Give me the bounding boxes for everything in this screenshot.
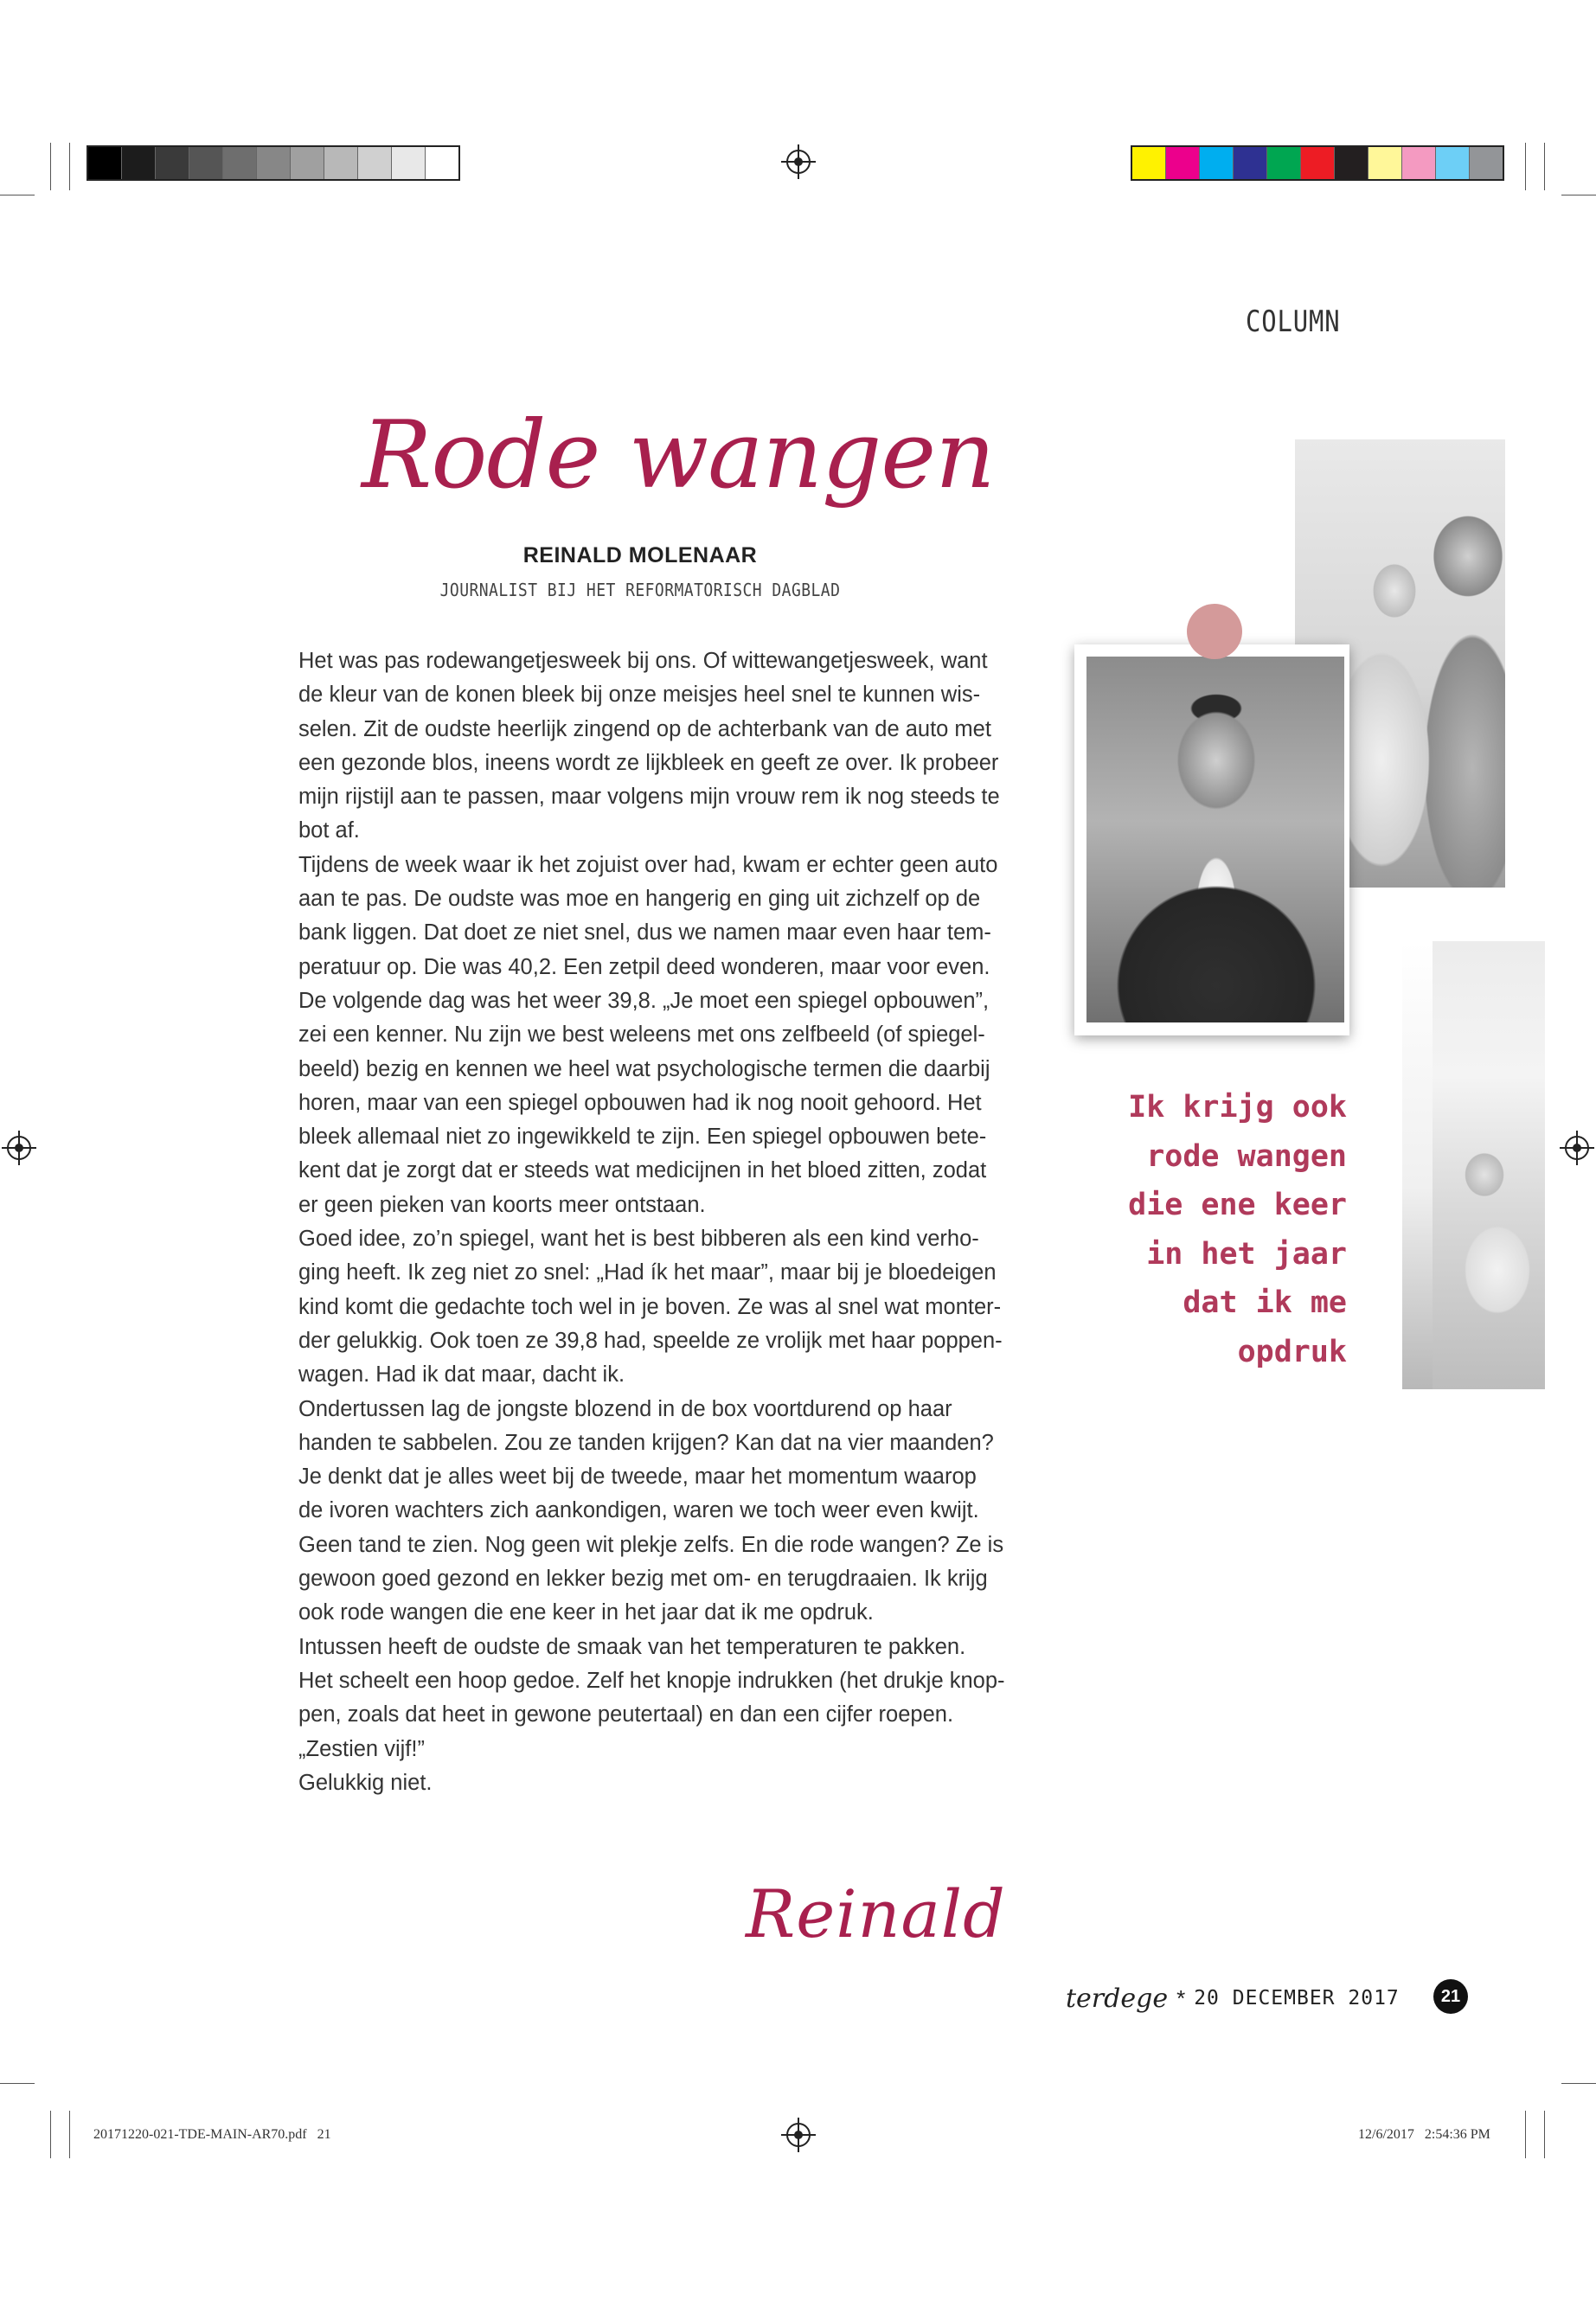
author-name: REINALD MOLENAAR	[522, 543, 758, 567]
issue-date: 20 DECEMBER 2017	[1194, 1987, 1400, 2009]
body-line: ook rode wangen die ene keer in het jaar dat ik me opdruk.	[298, 1600, 874, 1625]
body-line: ging heeft. Ik zeg niet zo snel: „Had ík het maar”, maar bij je bloedeigen	[298, 1260, 997, 1285]
decorative-dot	[1187, 604, 1242, 659]
color-swatch	[426, 147, 458, 179]
body-line: een gezonde blos, ineens wordt ze lijkbleek en geeft ze over. Ik probeer	[298, 750, 999, 775]
color-swatch	[291, 147, 324, 179]
body-line: selen. Zit de oudste heerlijk zingend op de achterbank van de auto met	[298, 716, 991, 741]
body-line: der gelukkig. Ook toen ze 39,8 had, speelde ze vrolijk met haar poppen-	[298, 1328, 1003, 1353]
pull-quote	[1077, 1083, 1347, 1376]
print-slug-timestamp: 12/6/2017 2:54:36 PM	[1358, 2127, 1490, 2142]
body-line: Intussen heeft de oudste de smaak van het temperaturen te pakken.	[298, 1634, 966, 1659]
body-line: peratuur op. Die was 40,2. Een zetpil deed wonderen, maar voor even.	[298, 954, 990, 979]
crop-mark	[50, 143, 51, 190]
body-line: er geen pieken van koorts meer ontstaan.	[298, 1192, 706, 1217]
body-line: de kleur van de konen bleek bij onze meisjes heel snel te kunnen wis-	[298, 683, 981, 708]
body-line: bot af.	[298, 818, 360, 843]
crop-mark	[1561, 2083, 1596, 2084]
color-swatch	[156, 147, 189, 179]
color-swatch	[1166, 147, 1200, 179]
color-swatch	[1368, 147, 1402, 179]
body-line: De volgende dag was het weer 39,8. „Je moet een spiegel opbouwen”,	[298, 988, 990, 1013]
photo-toddler-sitting	[1402, 941, 1545, 1389]
body-line: Het scheelt een hoop gedoe. Zelf het knopje indrukken (het drukje knop-	[298, 1668, 1005, 1693]
section-label: COLUMN	[1246, 304, 1341, 339]
color-swatch	[1267, 147, 1301, 179]
body-line: gewoon goed gezond en lekker bezig met om- en terugdraaien. Ik krijg	[298, 1567, 988, 1592]
pull-quote-line: die ene keer	[1128, 1188, 1347, 1222]
body-line: de ivoren wachters zich aankondigen, waren we toch weer even kwijt.	[298, 1498, 979, 1523]
crop-mark	[69, 143, 70, 190]
body-line: Het was pas rodewangetjesweek bij ons. Of wittewangetjesweek, want	[298, 649, 988, 673]
registration-mark-icon	[786, 2123, 811, 2147]
color-swatch	[324, 147, 358, 179]
crop-mark	[1525, 2111, 1526, 2158]
body-line: bank liggen. Dat doet ze niet snel, dus we namen maar even haar tem-	[298, 920, 991, 945]
registration-mark-icon	[7, 1136, 31, 1160]
color-swatch	[1436, 147, 1470, 179]
page-number: 21	[1433, 1979, 1468, 2014]
color-swatch	[1301, 147, 1335, 179]
body-line: beeld) bezig en kennen we heel wat psychologische termen die daarbij	[298, 1056, 990, 1081]
body-line: pen, zoals dat heet in gewone peutertaal) en dan een cijfer roepen.	[298, 1702, 954, 1727]
pull-quote-line: rode wangen	[1146, 1138, 1347, 1174]
color-swatch	[392, 147, 426, 179]
crop-mark	[1544, 2111, 1545, 2158]
color-swatch	[189, 147, 223, 179]
color-swatch	[1234, 147, 1267, 179]
body-line: handen te sabbelen. Zou ze tanden krijgen? Kan dat na vier maanden?	[298, 1430, 994, 1455]
pull-quote-line: Ik krijg ook	[1128, 1090, 1347, 1125]
registration-mark-icon	[1565, 1136, 1589, 1160]
pull-quote-line: in het jaar	[1146, 1236, 1347, 1272]
color-swatch	[1402, 147, 1436, 179]
color-swatch	[358, 147, 392, 179]
crop-mark	[50, 2111, 51, 2158]
body-line: horen, maar van een spiegel opbouwen had ik nog nooit gehoord. Het	[298, 1090, 982, 1115]
print-slug-file: 20171220-021-TDE-MAIN-AR70.pdf 21	[93, 2127, 331, 2142]
registration-mark-icon	[786, 150, 811, 174]
body-line: zei een kenner. Nu zijn we best weleens met ons zelfbeeld (of spiegel-	[298, 1022, 985, 1048]
page-footer	[1066, 1981, 1400, 2016]
color-swatch	[1132, 147, 1166, 179]
author-signature: Reinald	[746, 1875, 1006, 1952]
magazine-brand: terdege	[1066, 1983, 1169, 2014]
color-swatch	[223, 147, 257, 179]
crop-mark	[0, 2083, 35, 2084]
body-line: Geen tand te zien. Nog geen wit plekje zelfs. En die rode wangen? Ze is	[298, 1532, 1004, 1557]
pull-quote-line: dat ik me	[1183, 1285, 1347, 1320]
body-line: „Zestien vijf!”	[298, 1736, 425, 1761]
body-line: wagen. Had ik dat maar, dacht ik.	[298, 1362, 625, 1388]
body-line: Gelukkig niet.	[298, 1770, 433, 1795]
body-line: mijn rijstijl aan te passen, maar volgens mijn vrouw rem ik nog steeds te	[298, 785, 1000, 810]
body-line: Goed idee, zo’n spiegel, want het is best bibberen als een kind verho-	[298, 1227, 979, 1252]
pull-quote-line: opdruk	[1237, 1334, 1347, 1369]
color-swatch	[122, 147, 156, 179]
body-line: Je denkt dat je alles weet bij de tweede, maar het momentum waarop	[298, 1465, 977, 1490]
body-line: Tijdens de week waar ik het zojuist over had, kwam er echter geen auto	[298, 852, 998, 877]
body-line: kind komt die gedachte toch wel in je boven. Ze was al snel wat monter-	[298, 1294, 1002, 1319]
article-body	[298, 644, 1005, 1800]
color-swatch	[1335, 147, 1368, 179]
author-portrait-photo	[1086, 657, 1344, 1022]
color-swatch	[1470, 147, 1503, 179]
color-swatch	[1200, 147, 1234, 179]
crop-mark	[1525, 143, 1526, 190]
color-swatch	[257, 147, 291, 179]
body-line: bleek allemaal niet zo ingewikkeld te zijn. Een spiegel opbouwen bete-	[298, 1125, 987, 1150]
crop-mark	[1544, 143, 1545, 190]
color-swatch	[88, 147, 122, 179]
crop-mark	[69, 2111, 70, 2158]
author-role: JOURNALIST BIJ HET REFORMATORISCH DAGBLAD	[439, 580, 841, 600]
separator-star-icon: *	[1176, 1984, 1186, 2011]
body-line: Ondertussen lag de jongste blozend in de box voortdurend op haar	[298, 1396, 952, 1421]
process-color-bar	[1131, 145, 1504, 181]
body-line: kent dat je zorgt dat er steeds wat medicijnen in het bloed zitten, zodat	[298, 1158, 987, 1183]
grayscale-color-bar	[87, 145, 460, 181]
headline: Rode wangen	[362, 401, 995, 510]
body-line: aan te pas. De oudste was moe en hangerig en ging uit zichzelf op de	[298, 887, 981, 912]
